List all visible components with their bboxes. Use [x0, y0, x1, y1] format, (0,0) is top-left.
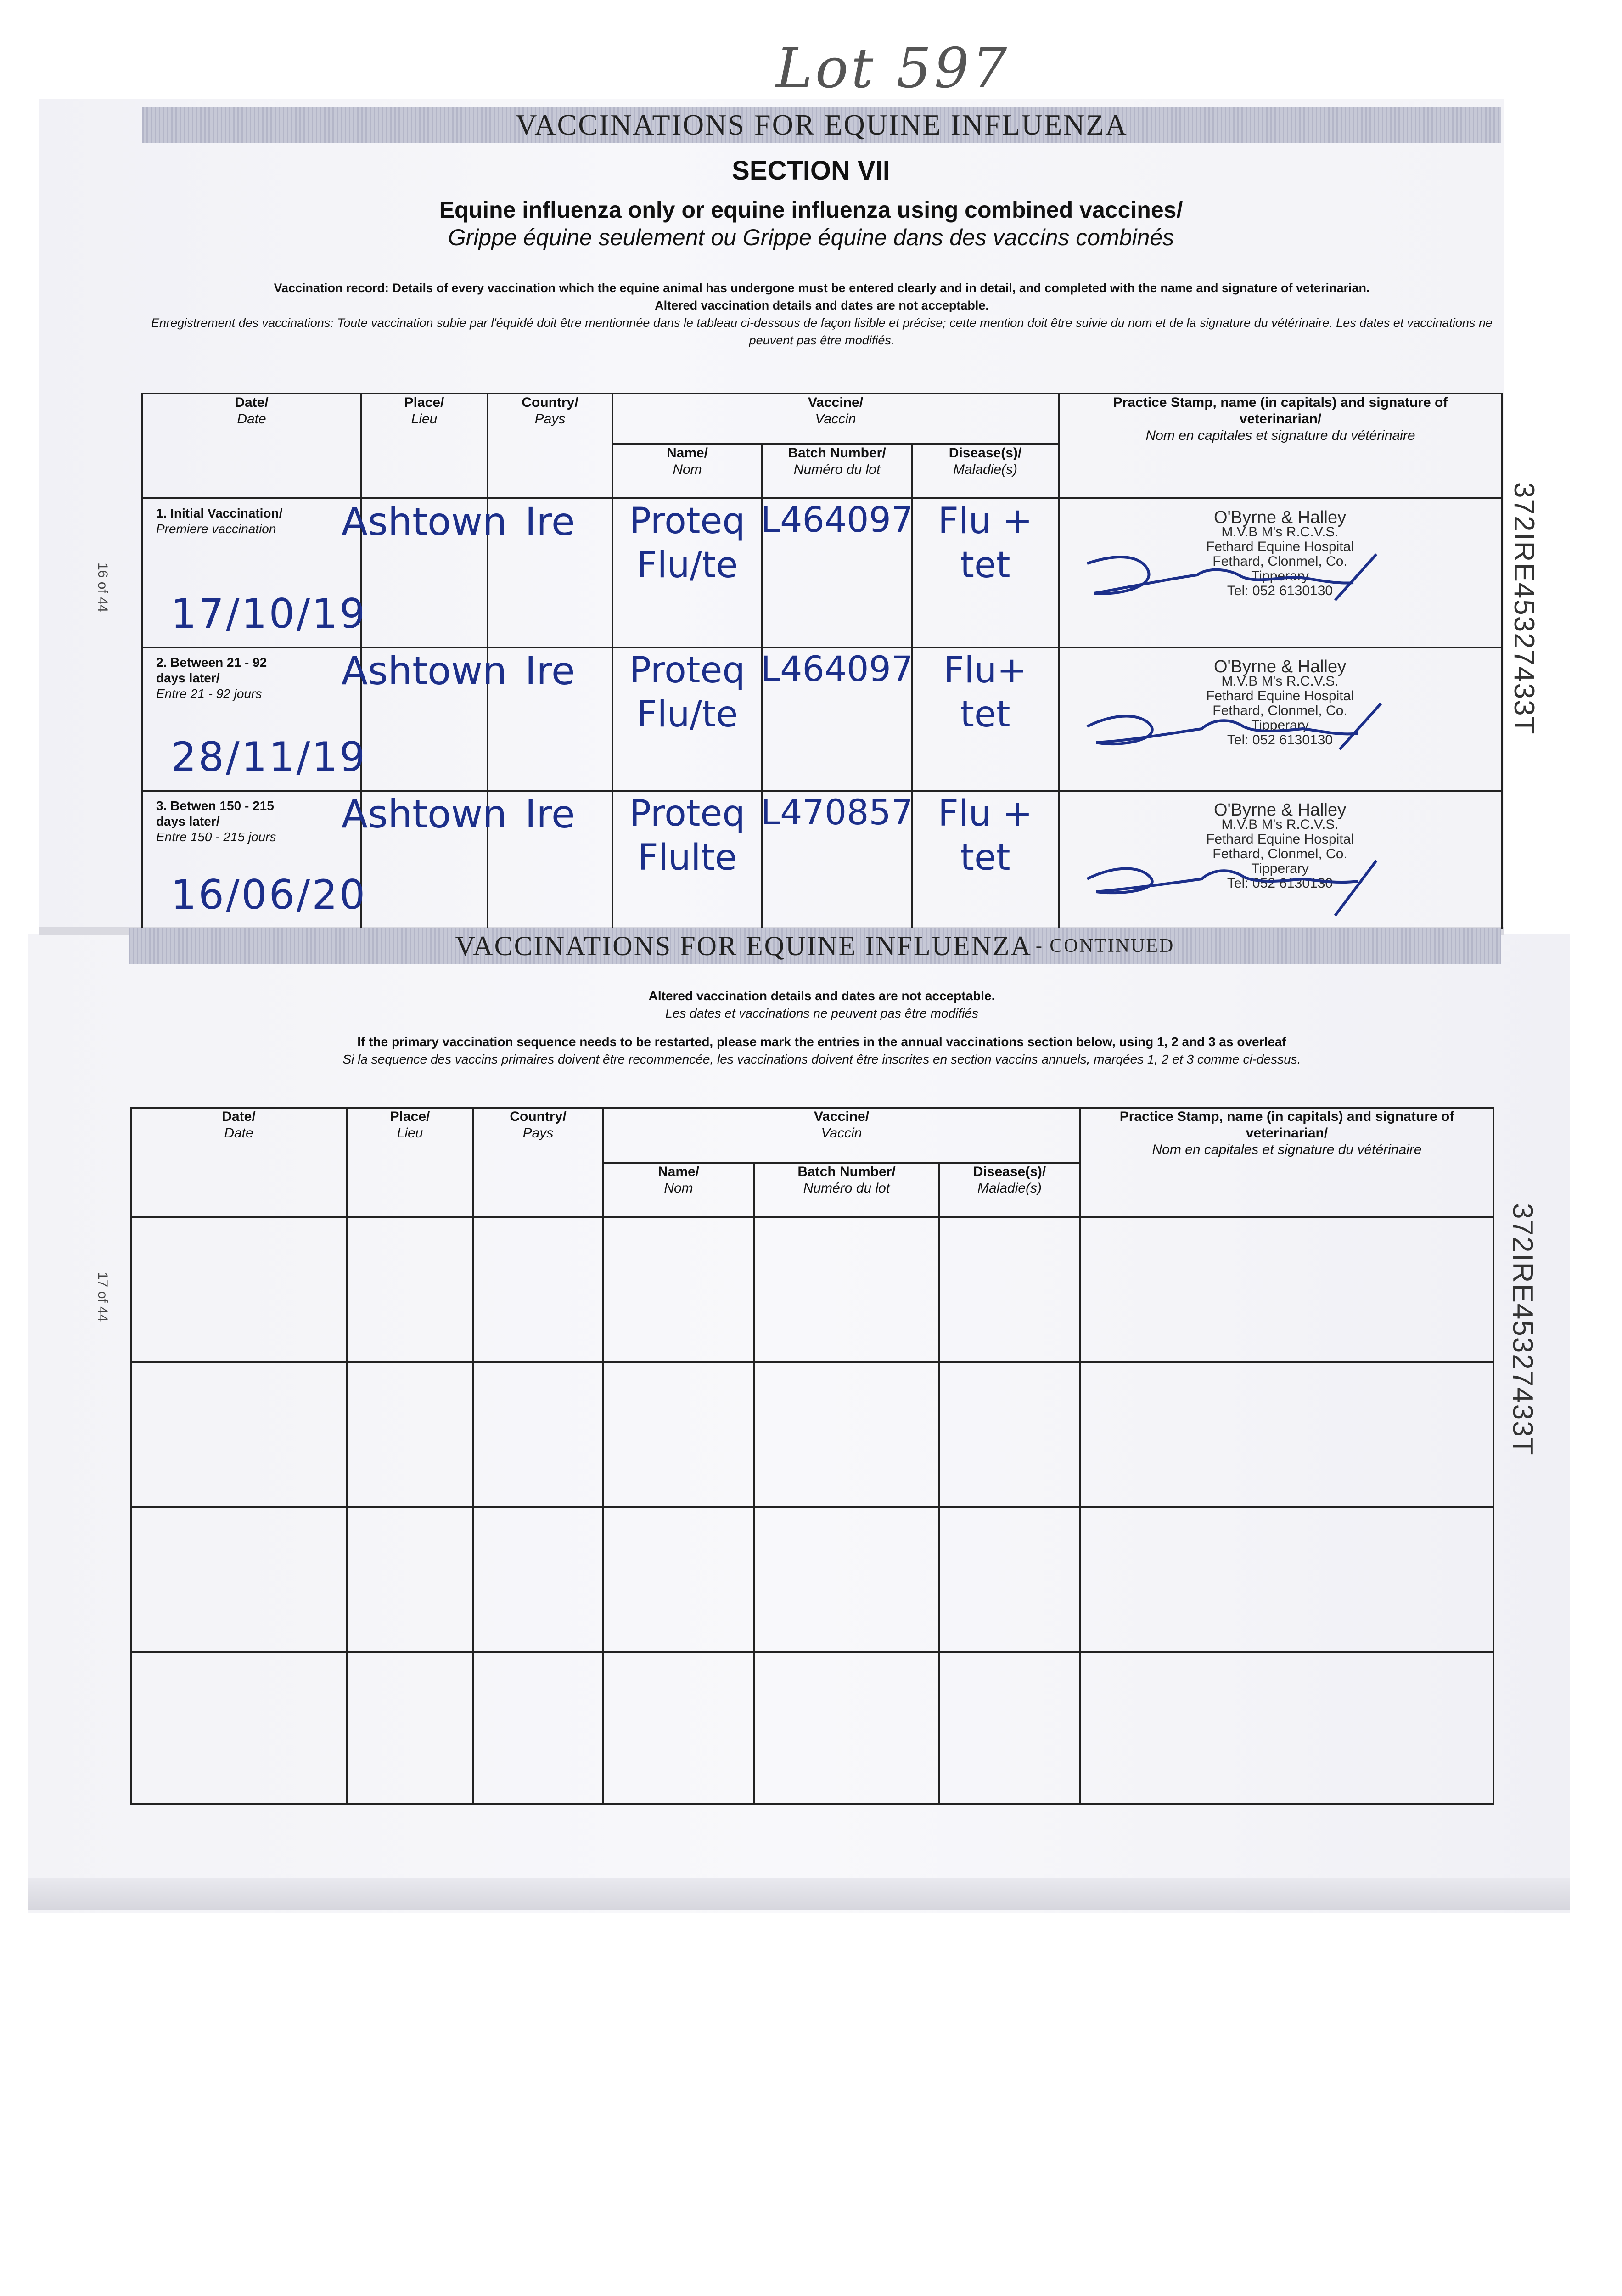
- disease-header: Disease(s)/ Maladie(s): [912, 444, 1059, 498]
- vaccination-date: 16/06/20: [171, 871, 367, 918]
- date-cell: 1. Initial Vaccination/ Premiere vaccination 17/10/19: [142, 498, 361, 647]
- country-cell[interactable]: [473, 1362, 603, 1507]
- country-cell: Ire: [488, 498, 612, 647]
- restart-note-english: If the primary vaccination sequence needs to be restarted, please mark the entries in the annual vaccinations section below, using 1, 2 and 3 as overleaf: [357, 1035, 1286, 1049]
- continued-note-line1: Altered vaccination details and dates are not acceptable.: [648, 989, 995, 1003]
- continued-vaccination-table: [130, 1107, 1494, 1805]
- vaccine-name-cell[interactable]: [603, 1362, 754, 1507]
- date-header: Date/ Date: [142, 394, 361, 498]
- practice-stamp-cell[interactable]: [1080, 1507, 1493, 1652]
- practice-stamp-cell: [1059, 791, 1502, 929]
- page-number-16: 16 of 44: [95, 563, 110, 613]
- practice-stamp-cell[interactable]: [1080, 1217, 1493, 1362]
- place-cell[interactable]: [347, 1507, 473, 1652]
- vaccine-name-cell: Proteq Flu/te: [612, 498, 762, 647]
- place-header: Place/ Lieu: [361, 394, 488, 498]
- vaccination-record-note: [138, 279, 1506, 349]
- disease-cell: Flu + tet: [912, 498, 1059, 647]
- disease-cell[interactable]: [939, 1652, 1080, 1804]
- date-cell[interactable]: [131, 1217, 347, 1362]
- batch-number-cell[interactable]: [754, 1217, 939, 1362]
- record-note-english: Vaccination record: Details of every vaccination which the equine animal has undergone must be entered clearly and in detail, and completed with the name and signature of veterinarian.: [274, 281, 1370, 295]
- handwritten-lot-number: Lot 597: [776, 37, 1010, 101]
- disease-cell[interactable]: [939, 1217, 1080, 1362]
- batch-number-cell[interactable]: [754, 1652, 939, 1804]
- vaccine-name-cell[interactable]: [603, 1652, 754, 1804]
- country-cell: Ire: [488, 647, 612, 791]
- vaccine-name-cell[interactable]: [603, 1507, 754, 1652]
- practice-stamp-cell[interactable]: [1080, 1652, 1493, 1804]
- vaccine-name-cell: Proteq Flu/te: [612, 647, 762, 791]
- place-header: Place/ Lieu: [347, 1108, 473, 1217]
- country-cell: Ire: [488, 791, 612, 929]
- stamp-header: Practice Stamp, name (in capitals) and signature of veterinarian/ Nom en capitales et signature du vétérinaire: [1059, 394, 1502, 498]
- vaccine-name-cell[interactable]: [603, 1217, 754, 1362]
- vaccine-name-cell: Proteq Flulte: [612, 791, 762, 929]
- date-cell[interactable]: [131, 1507, 347, 1652]
- continued-banner-text: VACCINATIONS FOR EQUINE INFLUENZA: [455, 930, 1032, 961]
- vaccine-header: Vaccine/ Vaccin: [603, 1108, 1080, 1163]
- continued-note: [138, 987, 1506, 1022]
- practice-stamp-cell[interactable]: [1080, 1362, 1493, 1507]
- vaccination-table: [141, 393, 1503, 929]
- batch-number-cell[interactable]: [754, 1362, 939, 1507]
- page-bottom-edge: [28, 1878, 1570, 1910]
- continued-note-line2: Les dates et vaccinations ne peuvent pas être modifiés: [665, 1006, 978, 1020]
- country-cell[interactable]: [473, 1507, 603, 1652]
- section-banner: [142, 107, 1501, 143]
- page-number-17: 17 of 44: [95, 1272, 110, 1322]
- batch-number-header: Batch Number/ Numéro du lot: [754, 1163, 939, 1217]
- practice-stamp: O'Byrne & Halley M.V.B M's R.C.V.S. Fethard Equine Hospital Fethard, Clonmel, Co. Tipperary Tel: 052 6130130: [1206, 508, 1354, 598]
- place-cell: Ashtown: [361, 791, 488, 929]
- date-cell: 3. Betwen 150 - 215 days later/ Entre 150 - 215 jours 16/06/20: [142, 791, 361, 929]
- date-cell[interactable]: [131, 1652, 347, 1804]
- veterinarian-signature: [1060, 792, 1496, 929]
- subtitle-french: Grippe équine seulement ou Grippe équine dans des vaccins combinés: [448, 225, 1174, 250]
- veterinarian-signature: [1060, 648, 1496, 791]
- disease-cell: Flu+ tet: [912, 647, 1059, 791]
- vaccine-name-header: Name/ Nom: [612, 444, 762, 498]
- empty-row-2: [131, 1362, 1493, 1507]
- vaccination-row-2: [142, 647, 1502, 791]
- passport-number-top: 372IRE45327433T: [1508, 482, 1540, 735]
- record-note-french: Enregistrement des vaccinations: Toute vaccination subie par l'équidé doit être mentionnée dans le tableau ci-dessous de façon lisible et précise; cette mention doit être suivie du nom et de la signature du vétérinaire. Les dates et vaccinations ne peuvent pas être modifiés.: [151, 316, 1493, 347]
- country-header: Country/ Pays: [473, 1108, 603, 1217]
- place-cell[interactable]: [347, 1217, 473, 1362]
- practice-stamp: O'Byrne & Halley M.V.B M's R.C.V.S. Fethard Equine Hospital Fethard, Clonmel, Co. Tipperary Tel: 052 6130130: [1206, 657, 1354, 748]
- veterinarian-signature: [1060, 499, 1496, 646]
- country-cell[interactable]: [473, 1652, 603, 1804]
- continued-banner: [129, 928, 1501, 964]
- subtitle-english: Equine influenza only or equine influenza using combined vaccines/: [439, 197, 1183, 223]
- batch-number-cell[interactable]: [754, 1507, 939, 1652]
- vaccine-header: Vaccine/ Vaccin: [612, 394, 1059, 444]
- vaccination-date: 28/11/19: [171, 733, 367, 781]
- empty-row-1: [131, 1217, 1493, 1362]
- disease-header: Disease(s)/ Maladie(s): [939, 1163, 1080, 1217]
- date-cell[interactable]: [131, 1362, 347, 1507]
- vaccination-date: 17/10/19: [171, 590, 367, 637]
- practice-stamp: O'Byrne & Halley M.V.B M's R.C.V.S. Fethard Equine Hospital Fethard, Clonmel, Co. Tipperary Tel: 052 6130130: [1206, 800, 1354, 891]
- batch-number-cell: L464097: [762, 498, 912, 647]
- restart-note: [138, 1033, 1506, 1068]
- date-header: Date/ Date: [131, 1108, 347, 1217]
- disease-cell: Flu + tet: [912, 791, 1059, 929]
- empty-row-3: [131, 1507, 1493, 1652]
- place-cell: Ashtown: [361, 647, 488, 791]
- vaccination-row-3: [142, 791, 1502, 929]
- stamp-header: Practice Stamp, name (in capitals) and signature of veterinarian/ Nom en capitales et signature du vétérinaire: [1080, 1108, 1493, 1217]
- section-title: SECTION VII: [732, 156, 890, 186]
- disease-cell[interactable]: [939, 1362, 1080, 1507]
- place-cell[interactable]: [347, 1652, 473, 1804]
- disease-cell[interactable]: [939, 1507, 1080, 1652]
- passport-number-bottom: 372IRE45327433T: [1507, 1203, 1538, 1456]
- record-note-english-line2: Altered vaccination details and dates are not acceptable.: [655, 298, 989, 312]
- empty-row-4: [131, 1652, 1493, 1804]
- vaccination-row-1: [142, 498, 1502, 647]
- place-cell[interactable]: [347, 1362, 473, 1507]
- section-banner-text: VACCINATIONS FOR EQUINE INFLUENZA: [516, 108, 1128, 141]
- batch-number-cell: L470857: [762, 791, 912, 929]
- restart-note-french: Si la sequence des vaccins primaires doivent être recommencée, les vaccinations doivent être inscrites en section vaccins annuels, marqées 1, 2 et 3 comme ci-dessus.: [342, 1052, 1301, 1066]
- date-cell: 2. Between 21 - 92 days later/ Entre 21 - 92 jours 28/11/19: [142, 647, 361, 791]
- place-cell: Ashtown: [361, 498, 488, 647]
- practice-stamp-cell: [1059, 498, 1502, 647]
- practice-stamp-cell: [1059, 647, 1502, 791]
- country-header: Country/ Pays: [488, 394, 612, 498]
- batch-number-header: Batch Number/ Numéro du lot: [762, 444, 912, 498]
- country-cell[interactable]: [473, 1217, 603, 1362]
- vaccine-name-header: Name/ Nom: [603, 1163, 754, 1217]
- batch-number-cell: L464097: [762, 647, 912, 791]
- continued-banner-suffix: - CONTINUED: [1035, 935, 1175, 957]
